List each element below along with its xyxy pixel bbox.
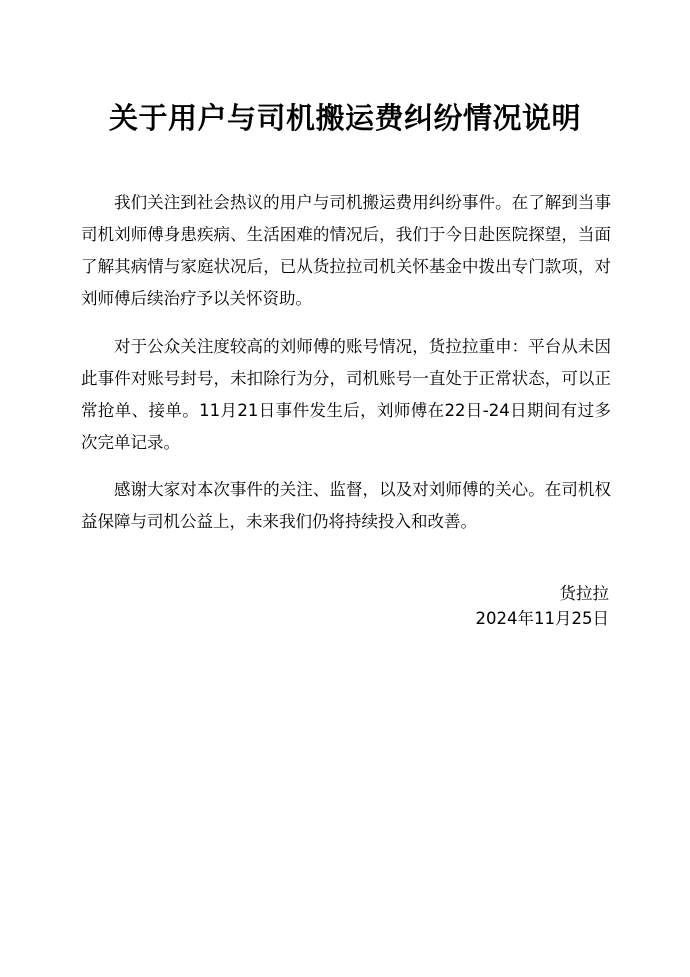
signature-organization: 货拉拉 xyxy=(559,584,609,603)
paragraph-3: 感谢大家对本次事件的关注、监督，以及对刘师傅的关心。在司机权益保障与司机公益上，未来我们仍将持续投入和改善。 xyxy=(81,480,611,531)
document-title: 关于用户与司机搬运费纠纷情况说明 xyxy=(108,101,581,135)
paragraph-2: 对于公众关注度较高的刘师傅的账号情况，货拉拉重申：平台从未因此事件对账号封号，未扣除行为分，司机账号一直处于正常状态，可以正常抢单、接单。11月21日事件发生后，刘师傅在22日-24日期间有过多次完单记录。 xyxy=(81,337,611,452)
paragraph-1: 我们关注到社会热议的用户与司机搬运费用纠纷事件。在了解到当事司机刘师傅身患疾病、生活困难的情况后，我们于今日赴医院探望，当面了解其病情与家庭状况后，已从货拉拉司机关怀基金中拨出专门款项，对刘师傅后续治疗予以关怀资助。 xyxy=(81,193,611,308)
signature-date: 2024年11月25日 xyxy=(475,609,609,628)
